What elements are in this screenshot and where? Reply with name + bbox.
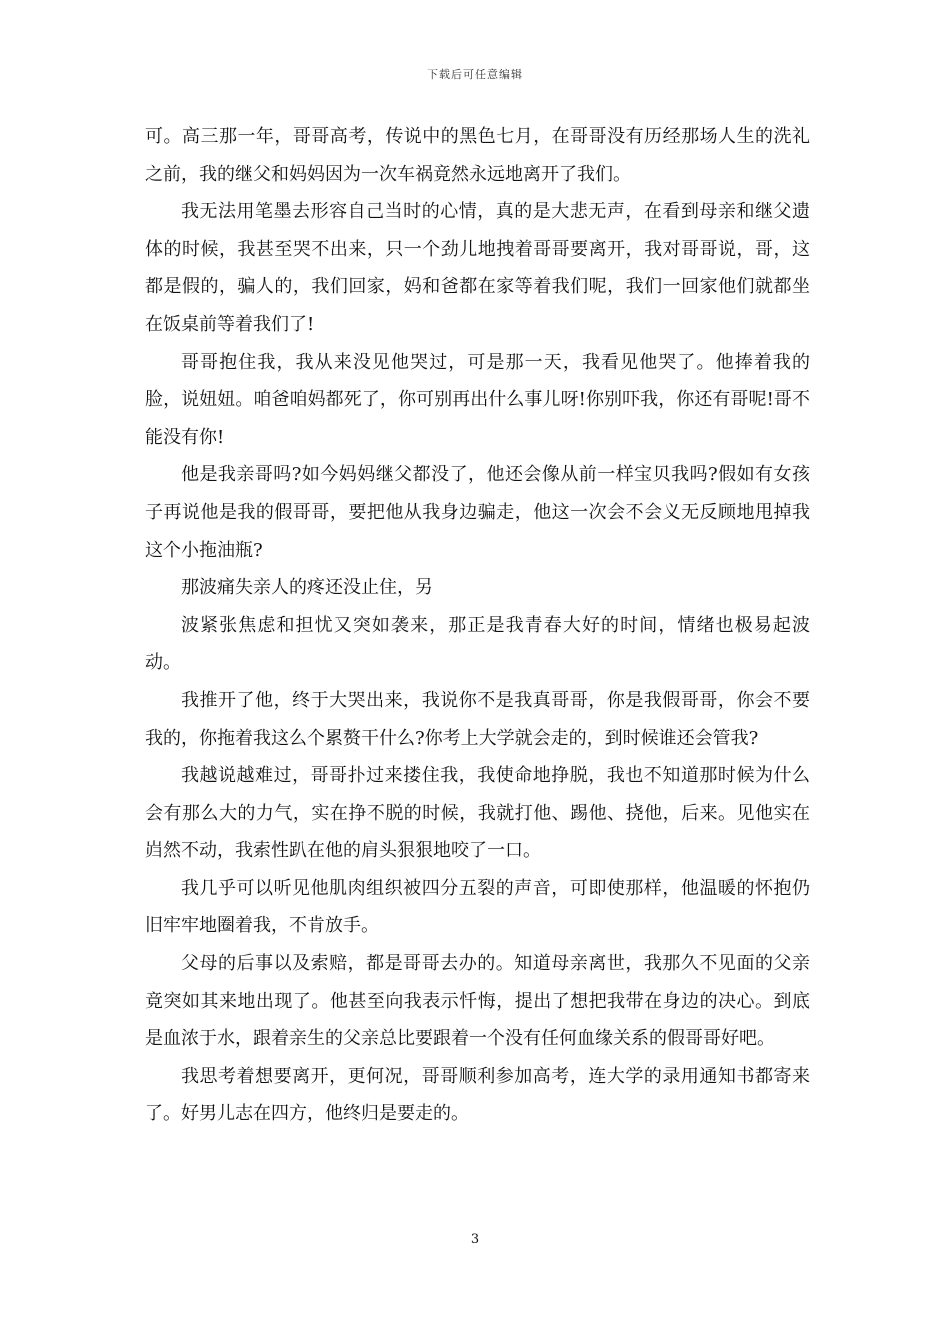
paragraph: 我思考着想要离开，更何况，哥哥顺利参加高考，连大学的录用通知书都寄来了。好男儿志在四方，他终归是要走的。 <box>145 1065 810 1125</box>
paragraph: 可。高三那一年，哥哥高考，传说中的黑色七月，在哥哥没有历经那场人生的洗礼之前，我的继父和妈妈因为一次车祸竟然永远地离开了我们。 <box>145 126 810 185</box>
paragraph: 哥哥抱住我，我从来没见他哭过，可是那一天，我看见他哭了。他捧着我的脸，说妞妞。咱爸咱妈都死了，你可别再出什么事儿呀!你别吓我，你还有哥呢!哥不能没有你! <box>145 351 810 448</box>
page-number: 3 <box>470 1232 480 1247</box>
paragraph: 我推开了他，终于大哭出来，我说你不是我真哥哥，你是我假哥哥，你会不要我的，你拖着我这么个累赘干什么?你考上大学就会走的，到时候谁还会管我? <box>145 689 810 749</box>
paragraph: 他是我亲哥吗?如今妈妈继父都没了，他还会像从前一样宝贝我吗?假如有女孩子再说他是我的假哥哥，要把他从我身边骗走，他这一次会不会义无反顾地甩掉我这个小拖油瓶? <box>145 464 810 561</box>
paragraph: 我几乎可以听见他肌肉组织被四分五裂的声音，可即使那样，他温暖的怀抱仍旧牢牢地圈着我，不肯放手。 <box>145 877 810 937</box>
document-body <box>145 118 810 1133</box>
paragraph: 波紧张焦虑和担忧又突如袭来，那正是我青春大好的时间，情绪也极易起波动。 <box>145 614 810 674</box>
page-header: 下载后可任意编辑 <box>427 68 523 81</box>
paragraph: 那波痛失亲人的疼还没止住，另 <box>181 577 433 599</box>
paragraph: 我无法用笔墨去形容自己当时的心情，真的是大悲无声，在看到母亲和继父遗体的时候，我甚至哭不出来，只一个劲儿地拽着哥哥要离开，我对哥哥说，哥，这都是假的，骗人的，我们回家，妈和爸都在家等着我们呢，我们一回家他们就都坐在饭桌前等着我们了! <box>145 201 810 335</box>
paragraph: 我越说越难过，哥哥扑过来搂住我，我使命地挣脱，我也不知道那时候为什么会有那么大的力气，实在挣不脱的时候，我就打他、踢他、挠他，后来。见他实在岿然不动，我索性趴在他的肩头狠狠地咬了一口。 <box>145 765 810 862</box>
paragraph: 父母的后事以及索赔，都是哥哥去办的。知道母亲离世，我那久不见面的父亲竟突如其来地出现了。他甚至向我表示忏悔，提出了想把我带在身边的决心。到底是血浓于水，跟着亲生的父亲总比要跟着一个没有任何血缘关系的假哥哥好吧。 <box>145 953 810 1050</box>
